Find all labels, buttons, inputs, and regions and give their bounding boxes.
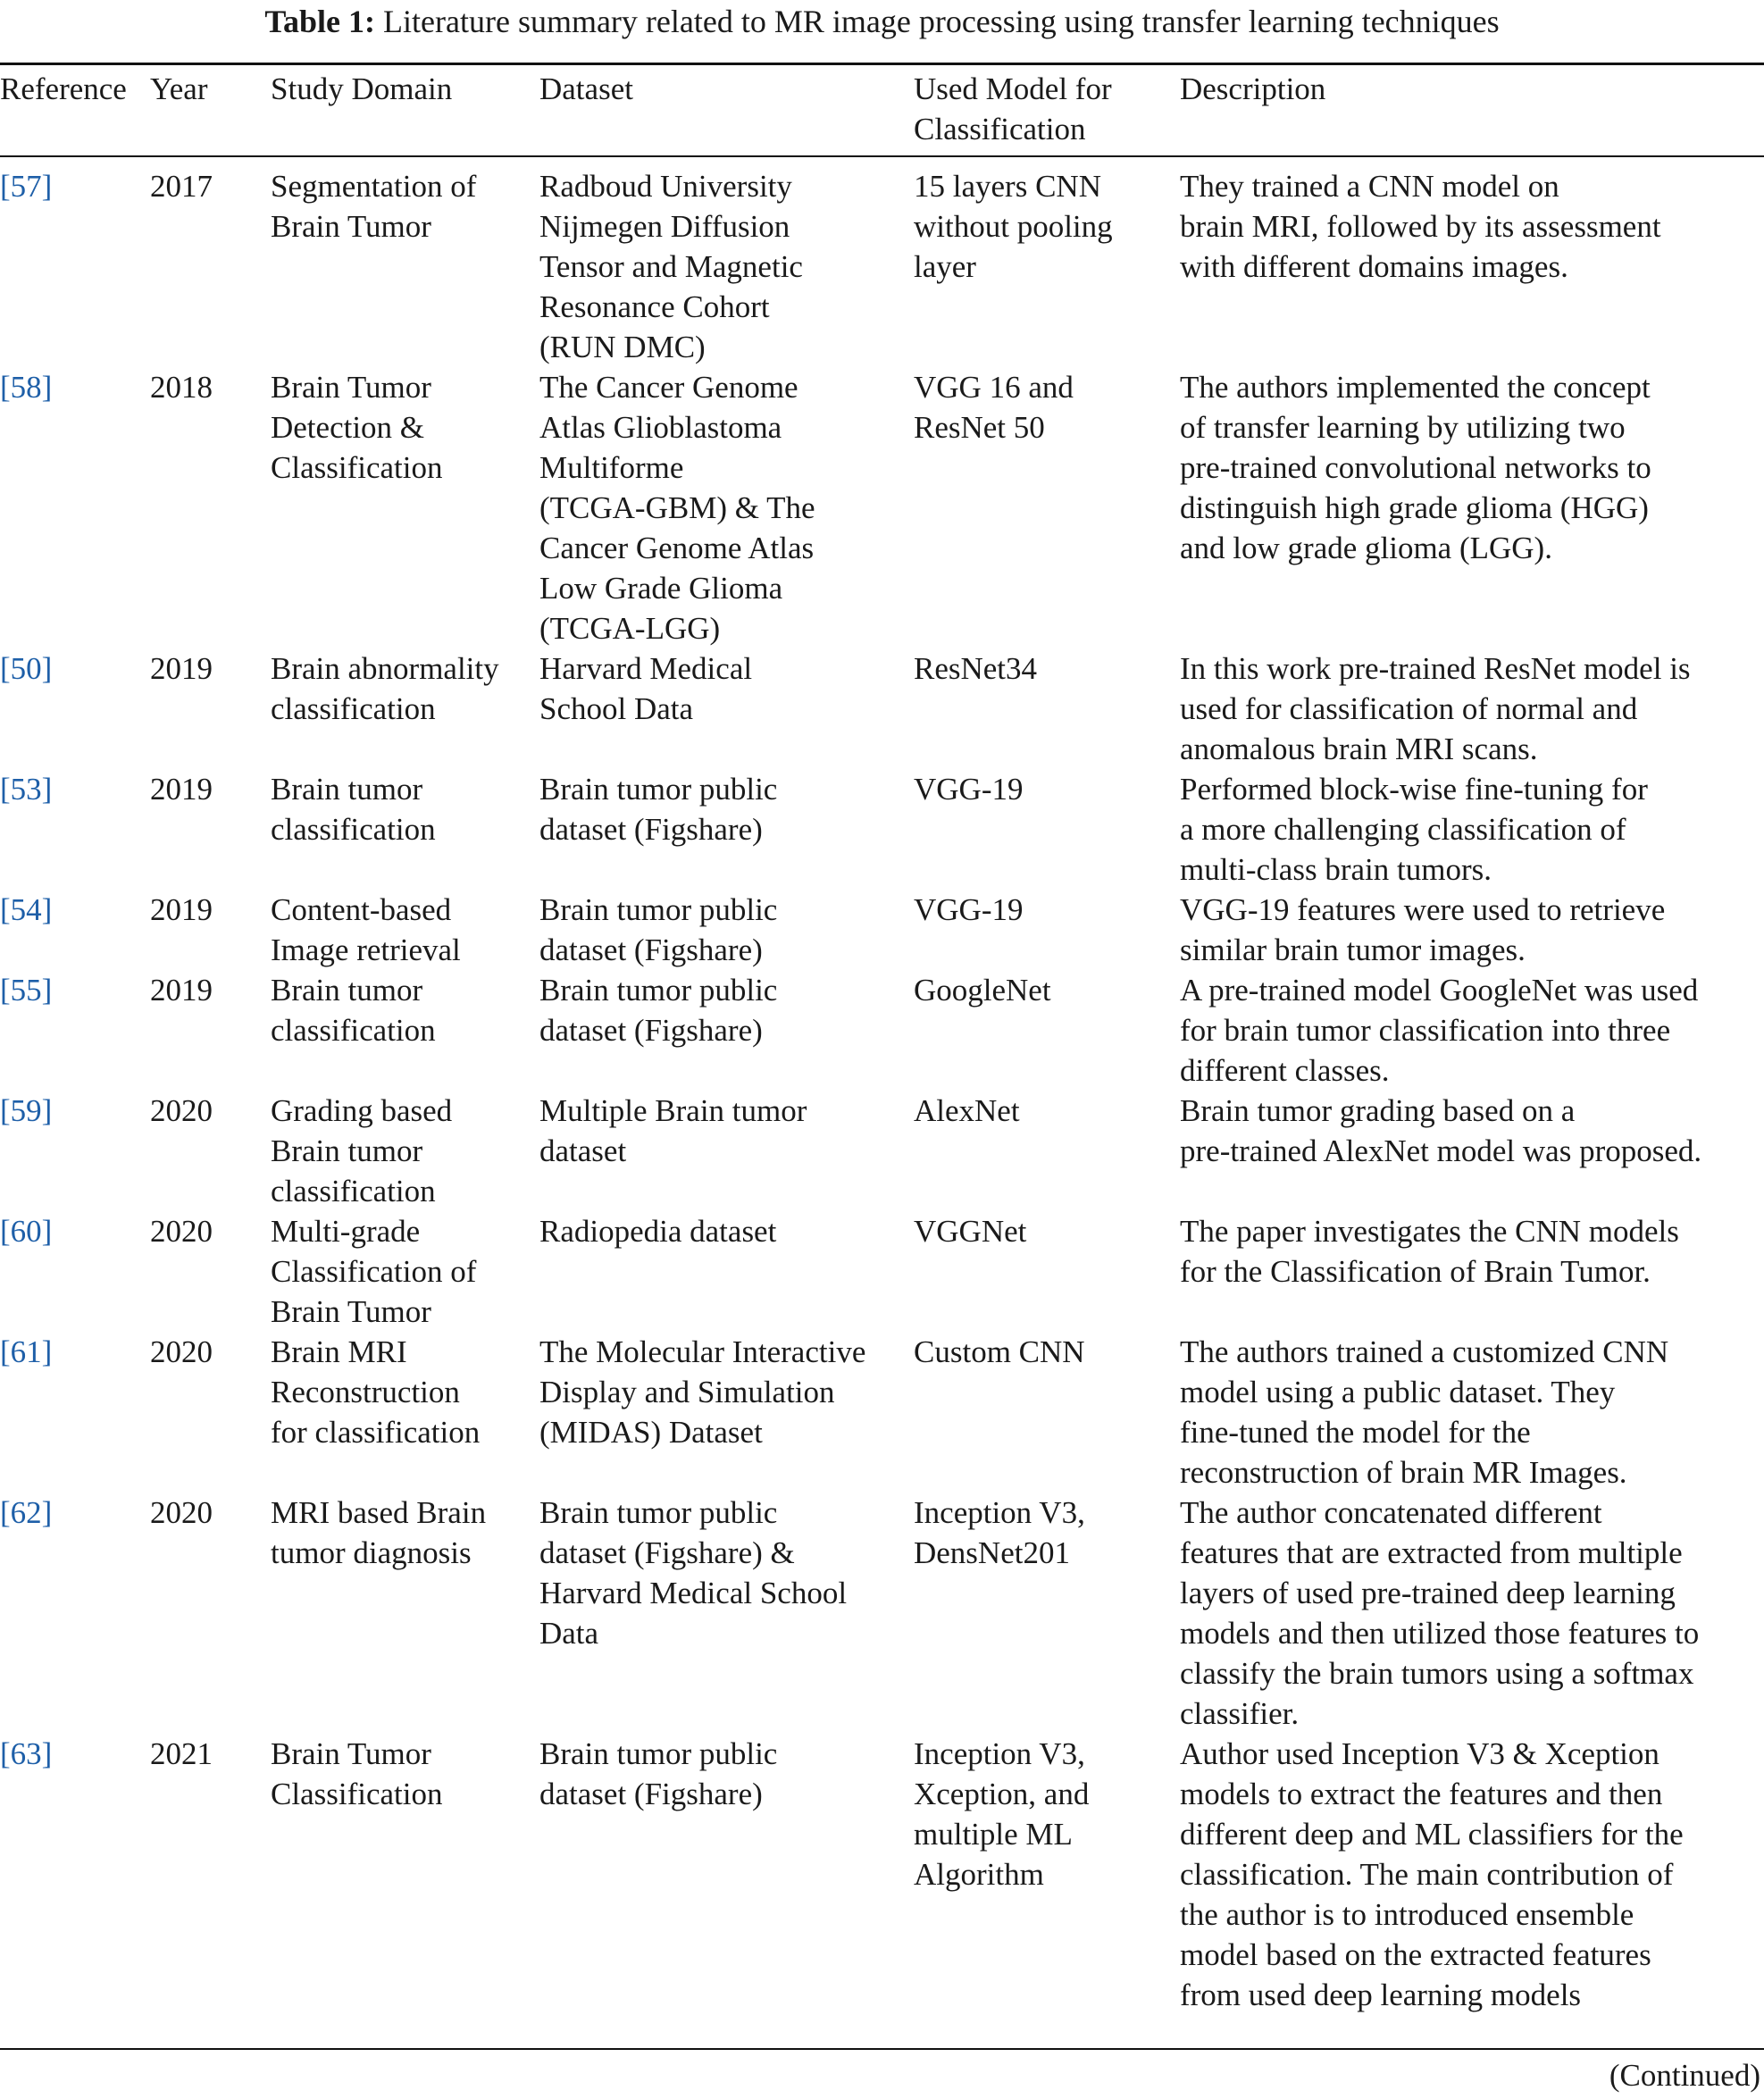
description-cell: Brain tumor grading based on a pre-trained AlexNet model was proposed. [1180,1093,1702,1168]
dataset-cell: Brain tumor public dataset (Figshare) & Harvard Medical School Data [539,1495,848,1651]
reference-cell [0,1734,150,2015]
study-domain-cell: Multi-grade Classification of Brain Tumor [271,1214,477,1329]
year-cell: 2020 [150,1495,213,1530]
description-cell: Author used Inception V3 & Xception models to extract the features and then different deep and ML classifiers for the classification. The main contribution of the author is to introduced ensemble model based on the extracted features from used deep learning models [1180,1736,1684,2012]
study-domain-cell: Brain Tumor Detection & Classification [271,370,443,485]
description-cell: The authors trained a customized CNN model using a public dataset. They fine-tuned the model for the reconstruction of brain MR Images. [1180,1334,1669,1490]
model-cell: GoogleNet [914,973,1051,1008]
table-top-rule [0,63,1764,65]
dataset-cell: Brain tumor public dataset (Figshare) [539,1736,778,1811]
study-domain-cell: Brain abnormality classification [271,651,499,726]
reference-link[interactable]: 61 [10,1334,42,1369]
reference-link[interactable]: 59 [10,1093,42,1128]
study-domain-cell: MRI based Brain tumor diagnosis [271,1495,487,1570]
header-dataset: Dataset [539,71,633,106]
reference-link[interactable]: 55 [10,973,42,1008]
table-row [0,1211,1764,1332]
model-cell: Custom CNN [914,1334,1085,1369]
year-cell: 2019 [150,973,213,1008]
model-cell: VGG 16 and ResNet 50 [914,370,1074,445]
reference-close-bracket: ] [41,1214,53,1249]
study-domain-cell: Brain tumor classification [271,772,436,847]
reference-link[interactable]: 57 [10,169,42,204]
dataset-cell: Brain tumor public dataset (Figshare) [539,892,778,967]
dataset-cell: Brain tumor public dataset (Figshare) [539,973,778,1048]
year-cell: 2018 [150,370,213,405]
description-cell: VGG-19 features were used to retrieve similar brain tumor images. [1180,892,1666,967]
description-cell: A pre-trained model GoogleNet was used for brain tumor classification into three different classes. [1180,973,1699,1088]
table-caption [0,2,1764,41]
reference-cell [0,1211,150,1332]
dataset-cell: Harvard Medical School Data [539,651,753,726]
table-row [0,1734,1764,2015]
reference-close-bracket: ] [41,973,53,1008]
model-cell: VGGNet [914,1214,1027,1249]
reference-close-bracket: ] [41,1736,53,1771]
table-row [0,367,1764,648]
reference-open-bracket: [ [0,1214,11,1249]
reference-link[interactable]: 50 [10,651,42,686]
reference-open-bracket: [ [0,1736,11,1771]
reference-link[interactable]: 62 [10,1495,42,1530]
header-used-model: Used Model for Classification [914,71,1112,146]
reference-cell [0,890,150,970]
table-body [0,166,1764,2015]
header-reference: Reference [0,71,127,106]
reference-link[interactable]: 63 [10,1736,42,1771]
dataset-cell: Radiopedia dataset [539,1214,777,1249]
reference-close-bracket: ] [41,1093,53,1128]
reference-close-bracket: ] [41,1495,53,1530]
year-cell: 2020 [150,1214,213,1249]
model-cell: 15 layers CNN without pooling layer [914,169,1113,284]
reference-link[interactable]: 60 [10,1214,42,1249]
reference-cell [0,166,150,367]
reference-open-bracket: [ [0,1334,11,1369]
study-domain-cell: Segmentation of Brain Tumor [271,169,477,244]
reference-cell [0,648,150,769]
header-description: Description [1180,71,1326,106]
table-row [0,648,1764,769]
table-header [0,69,1764,149]
model-cell: VGG-19 [914,892,1024,927]
model-cell: Inception V3, Xception, and multiple ML Algorithm [914,1736,1090,1892]
reference-open-bracket: [ [0,651,11,686]
reference-open-bracket: [ [0,169,11,204]
reference-cell [0,769,150,890]
table-row [0,970,1764,1091]
table-bottom-rule [0,2048,1764,2050]
table-header-rule [0,155,1764,157]
dataset-cell: The Cancer Genome Atlas Glioblastoma Multiforme (TCGA-GBM) & The Cancer Genome Atlas Low Grade Glioma (TCGA-LGG) [539,370,815,646]
model-cell: VGG-19 [914,772,1024,807]
reference-close-bracket: ] [41,169,53,204]
reference-link[interactable]: 53 [10,772,42,807]
table-header-row [0,69,1764,149]
table-caption-text: Literature summary related to MR image processing using transfer learning techniques [383,4,1500,39]
description-cell: The authors implemented the concept of transfer learning by utilizing two pre-trained convolutional networks to distinguish high grade glioma (HGG) and low grade glioma (LGG). [1180,370,1651,565]
reference-link[interactable]: 54 [10,892,42,927]
year-cell: 2019 [150,651,213,686]
table-row [0,1493,1764,1734]
reference-open-bracket: [ [0,772,11,807]
study-domain-cell: Grading based Brain tumor classification [271,1093,453,1208]
header-study-domain: Study Domain [271,71,453,106]
description-cell: Performed block-wise fine-tuning for a more challenging classification of multi-class brain tumors. [1180,772,1648,887]
reference-cell [0,970,150,1091]
description-cell: They trained a CNN model on brain MRI, followed by its assessment with different domains images. [1180,169,1661,284]
year-cell: 2021 [150,1736,213,1771]
description-cell: The paper investigates the CNN models for the Classification of Brain Tumor. [1180,1214,1679,1289]
reference-open-bracket: [ [0,1093,11,1128]
reference-link[interactable]: 58 [10,370,42,405]
year-cell: 2017 [150,169,213,204]
model-cell: ResNet34 [914,651,1038,686]
study-domain-cell: Brain MRI Reconstruction for classification [271,1334,481,1450]
reference-cell [0,1493,150,1734]
reference-close-bracket: ] [41,892,53,927]
reference-cell [0,367,150,648]
model-cell: Inception V3, DensNet201 [914,1495,1085,1570]
header-year: Year [150,71,208,106]
model-cell: AlexNet [914,1093,1020,1128]
table-row [0,166,1764,367]
reference-cell [0,1332,150,1493]
study-domain-cell: Brain Tumor Classification [271,1736,443,1811]
dataset-cell: Multiple Brain tumor dataset [539,1093,807,1168]
reference-close-bracket: ] [41,651,53,686]
dataset-cell: Radboud University Nijmegen Diffusion Tensor and Magnetic Resonance Cohort (RUN DMC) [539,169,803,364]
table-row [0,769,1764,890]
table-row [0,1332,1764,1493]
year-cell: 2019 [150,892,213,927]
continued-note: (Continued) [1609,2058,1760,2093]
dataset-cell: The Molecular Interactive Display and Simulation (MIDAS) Dataset [539,1334,866,1450]
study-domain-cell: Brain tumor classification [271,973,436,1048]
year-cell: 2019 [150,772,213,807]
table-row [0,1091,1764,1211]
year-cell: 2020 [150,1334,213,1369]
reference-close-bracket: ] [41,772,53,807]
reference-open-bracket: [ [0,370,11,405]
study-domain-cell: Content-based Image retrieval [271,892,461,967]
reference-open-bracket: [ [0,1495,11,1530]
reference-cell [0,1091,150,1211]
reference-open-bracket: [ [0,892,11,927]
reference-open-bracket: [ [0,973,11,1008]
reference-close-bracket: ] [41,370,53,405]
table-caption-label: Table 1: [264,4,376,39]
reference-close-bracket: ] [41,1334,53,1369]
table-row [0,890,1764,970]
dataset-cell: Brain tumor public dataset (Figshare) [539,772,778,847]
year-cell: 2020 [150,1093,213,1128]
description-cell: In this work pre-trained ResNet model is used for classification of normal and anomalous brain MRI scans. [1180,651,1691,766]
description-cell: The author concatenated different features that are extracted from multiple layers of used pre-trained deep learning models and then utilized those features to classify the brain tumors using a softmax classifier. [1180,1495,1700,1731]
